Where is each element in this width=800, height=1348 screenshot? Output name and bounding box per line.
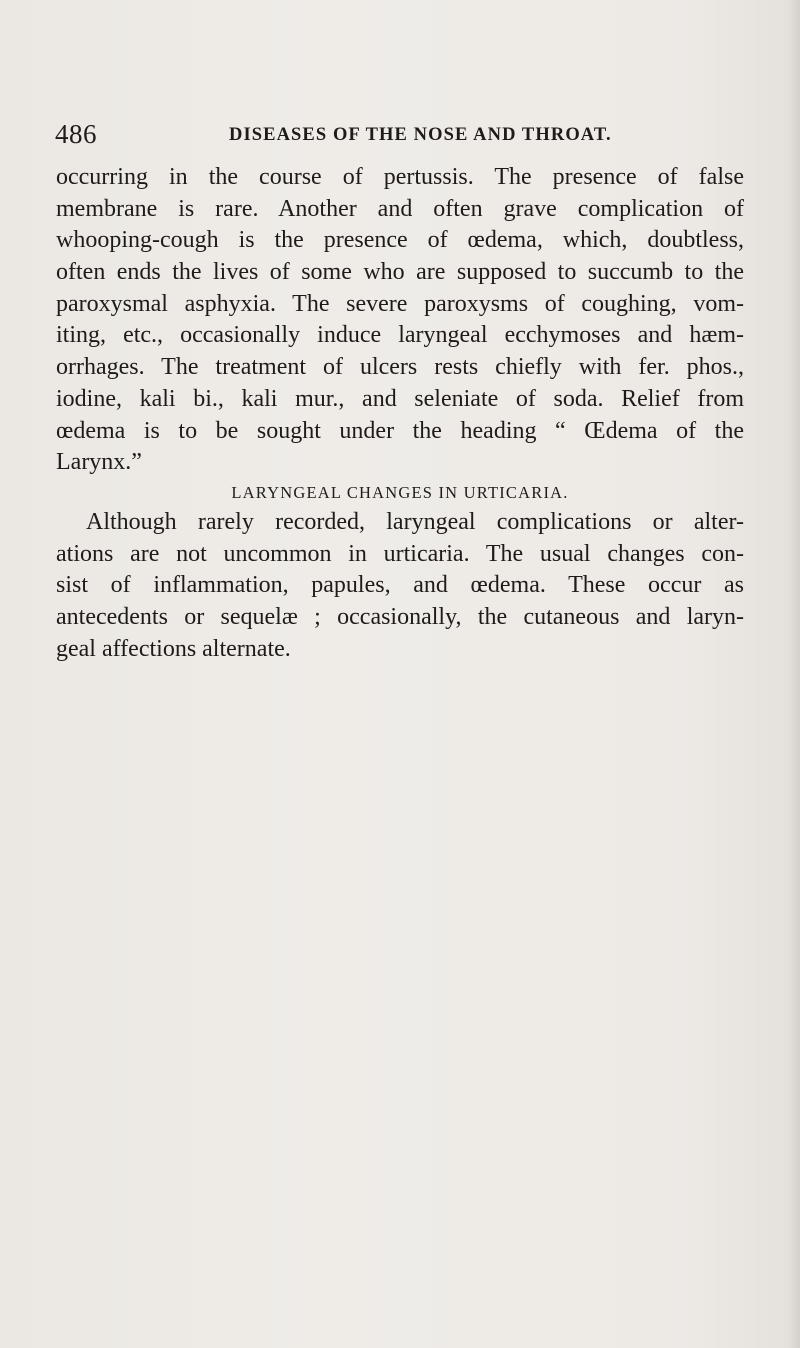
section-heading — [56, 479, 744, 507]
page-number: 486 — [55, 119, 97, 149]
running-title: DISEASES OF THE NOSE AND THROAT. — [229, 125, 612, 145]
paragraph-urticaria — [56, 507, 744, 665]
text-line: Larynx.” — [56, 449, 142, 476]
text-line: iting, etc., occasionally induce laryngeal ecchymoses and hæm- — [56, 322, 744, 349]
text-line: geal affections alternate. — [56, 635, 291, 662]
text-line: often ends the lives of some who are supposed to succumb to the — [56, 259, 744, 286]
text-line: whooping-cough is the presence of œdema, which, doubtless, — [56, 227, 744, 254]
text-line: sist of inflammation, papules, and œdema. These occur as — [56, 572, 744, 599]
paragraph-pertussis — [56, 162, 744, 479]
running-header — [55, 118, 741, 152]
text-line: paroxysmal asphyxia. The severe paroxysms of coughing, vom- — [56, 290, 744, 317]
page-edge-shadow — [788, 0, 800, 1348]
text-line: ations are not uncommon in urticaria. The usual changes con- — [56, 540, 744, 567]
text-line: orrhages. The treatment of ulcers rests chiefly with fer. phos., — [56, 354, 744, 381]
text-line: Although rarely recorded, laryngeal complications or alter- — [86, 508, 744, 535]
text-line: iodine, kali bi., kali mur., and seleniate of soda. Relief from — [56, 385, 744, 412]
text-line: occurring in the course of pertussis. The presence of false — [56, 164, 744, 190]
text-line: œdema is to be sought under the heading “ Œdema of the — [56, 417, 744, 444]
section-heading-text: LARYNGEAL CHANGES IN URTICARIA. — [231, 482, 569, 502]
text-line: antecedents or sequelæ ; occasionally, the cutaneous and laryn- — [56, 603, 744, 630]
body-text — [56, 162, 744, 665]
text-line: membrane is rare. Another and often grave complication of — [56, 195, 744, 222]
